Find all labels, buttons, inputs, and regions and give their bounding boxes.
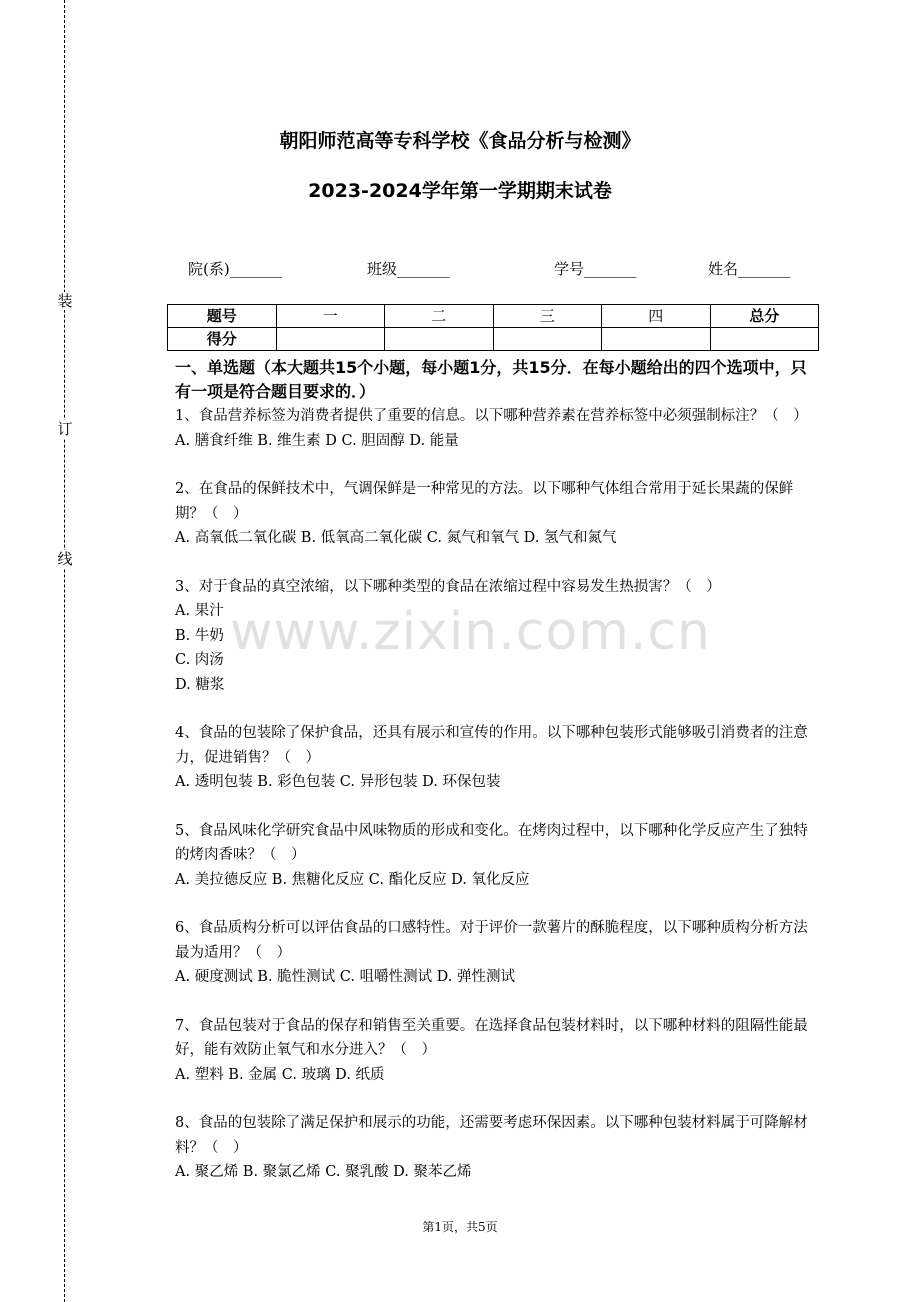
name-field: 姓名_______ — [708, 260, 791, 278]
section-heading: 一、单选题（本大题共15个小题，每小题1分，共15分．在每小题给出的四个选项中，只有一项是符合题目要求的．） — [175, 358, 807, 401]
score-header-cell: 一 — [276, 305, 385, 328]
question-stem: 4、食品的包装除了保护食品，还具有展示和宣传的作用。以下哪种包装形式能够吸引消费者的注意力，促进销售？（ ） — [175, 725, 808, 766]
question-item — [175, 404, 815, 453]
question-item — [175, 477, 815, 551]
binding-char-ding: 订 — [57, 420, 73, 438]
question-stem: 3、对于食品的真空浓缩，以下哪种类型的食品在浓缩过程中容易发生热损害？（ ） — [175, 578, 721, 595]
question-option: A. 果汁 — [175, 603, 224, 619]
question-option: B. 牛奶 — [175, 627, 224, 644]
score-header-cell: 三 — [493, 305, 602, 328]
question-item — [175, 575, 815, 698]
score-table-header-row — [168, 305, 819, 328]
score-header-cell: 总分 — [710, 305, 819, 328]
page-footer: 第1页，共5页 — [422, 1220, 498, 1234]
question-options: A. 高氧低二氧化碳 B. 低氧高二氧化碳 C. 氮气和氧气 D. 氢气和氮气 — [175, 530, 617, 546]
exam-subtitle: 2023-2024学年第一学期期末试卷 — [308, 180, 612, 202]
question-stem: 8、食品的包装除了满足保护和展示的功能，还需要考虑环保因素。以下哪种包装材料属于可降解材料？（ ） — [175, 1115, 808, 1156]
department-field: 院(系)_______ — [188, 260, 283, 278]
score-cell — [493, 328, 602, 351]
question-option: D. 糖浆 — [175, 676, 225, 693]
score-cell — [276, 328, 385, 351]
question-options: A. 硬度测试 B. 脆性测试 C. 咀嚼性测试 D. 弹性测试 — [175, 969, 516, 985]
question-item — [175, 721, 815, 795]
question-stem: 2、在食品的保鲜技术中，气调保鲜是一种常见的方法。以下哪种气体组合常用于延长果蔬的保鲜期？（ ） — [175, 481, 794, 522]
score-table-score-row — [168, 328, 819, 351]
score-cell — [385, 328, 494, 351]
question-options: A. 塑料 B. 金属 C. 玻璃 D. 纸质 — [175, 1066, 385, 1083]
score-cell — [602, 328, 711, 351]
class-field: 班级_______ — [367, 260, 450, 278]
question-item — [175, 916, 815, 990]
score-table — [167, 304, 819, 351]
question-options: A. 膳食纤维 B. 维生素 D C. 胆固醇 D. 能量 — [175, 432, 459, 449]
question-item — [175, 1014, 815, 1088]
exam-title: 朝阳师范高等专科学校《食品分析与检测》 — [279, 130, 641, 152]
student-id-field: 学号_______ — [554, 260, 637, 278]
question-options: A. 聚乙烯 B. 聚氯乙烯 C. 聚乳酸 D. 聚苯乙烯 — [175, 1164, 472, 1180]
score-header-cell: 四 — [602, 305, 711, 328]
score-header-cell: 题号 — [168, 305, 277, 328]
watermark: www.zixin.com.cn — [230, 602, 711, 662]
score-header-cell: 二 — [385, 305, 494, 328]
question-option: C. 肉汤 — [175, 652, 224, 668]
score-row-label: 得分 — [168, 328, 277, 351]
question-options: A. 透明包装 B. 彩色包装 C. 异形包装 D. 环保包装 — [175, 774, 501, 790]
question-item — [175, 819, 815, 893]
question-stem: 1、食品营养标签为消费者提供了重要的信息。以下哪种营养素在营养标签中必须强制标注？（ ） — [175, 408, 808, 424]
question-stem: 6、食品质构分析可以评估食品的口感特性。对于评价一款薯片的酥脆程度，以下哪种质构分析方法最为适用？（ ） — [175, 920, 808, 961]
question-stem: 5、食品风味化学研究食品中风味物质的形成和变化。在烤肉过程中，以下哪种化学反应产生了独特的烤肉香味？（ ） — [175, 822, 808, 863]
question-item — [175, 1111, 815, 1185]
question-options: A. 美拉德反应 B. 焦糖化反应 C. 酯化反应 D. 氧化反应 — [175, 871, 530, 888]
question-list — [175, 404, 815, 1209]
score-cell — [710, 328, 819, 351]
binding-char-xian: 线 — [57, 550, 73, 568]
binding-char-zhuang: 装 — [57, 292, 73, 310]
question-stem: 7、食品包装对于食品的保存和销售至关重要。在选择食品包装材料时，以下哪种材料的阻隔性能最好，能有效防止氧气和水分进入？（ ） — [175, 1017, 808, 1058]
